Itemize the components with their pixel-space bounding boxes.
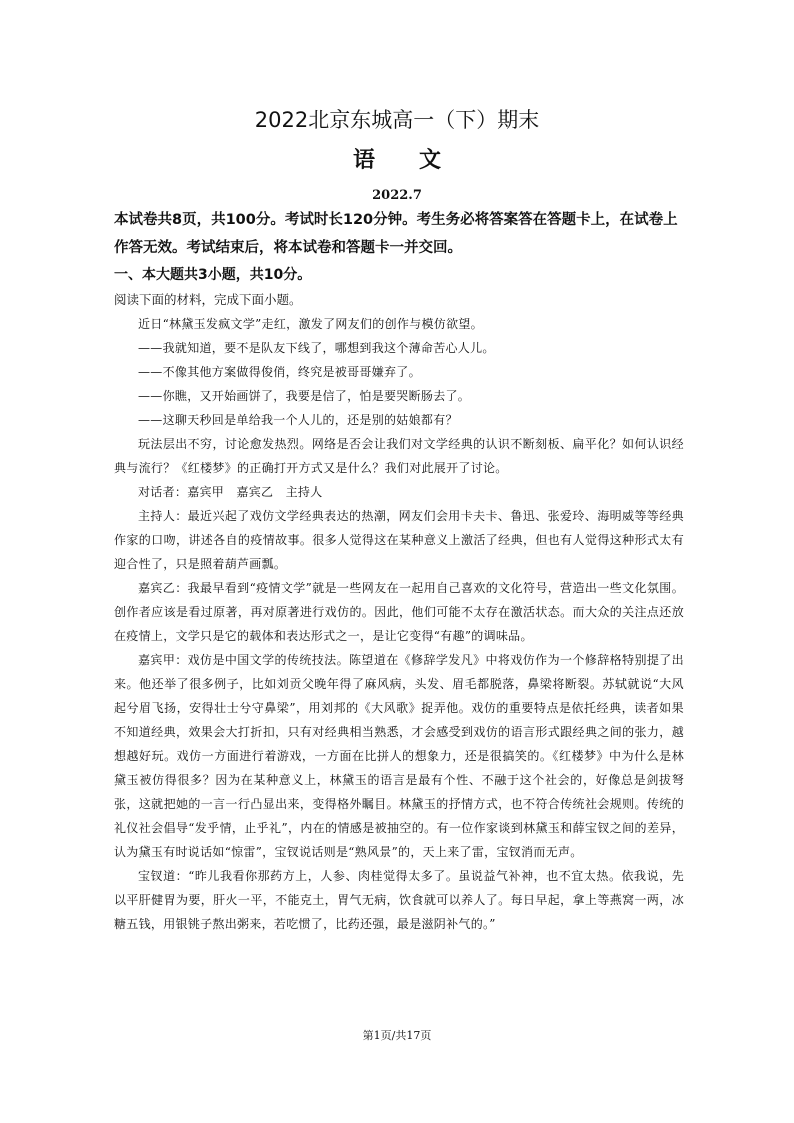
- passage-paragraph: ——这聊天秒回是单给我一个人儿的，还是别的姑娘都有？: [138, 413, 458, 427]
- passage-paragraph: 嘉宾甲：戏仿是中国文学的传统技法。陈望道在《修辞学发凡》中将戏仿作为一个修辞格特别提了出来。他还举了很多例子，比如刘贡父晚年得了麻风病，头发、眉毛都脱落，鼻梁将断裂。苏轼就说“大风起兮眉飞扬，安得壮士兮守鼻梁”，用刘邦的《大风歌》捉弄他。戏仿的重要特点是依托经典，读者如果不知道经典，效果会大打折扣，只有对经典相当熟悉，才会感受到戏仿的语言形式跟经典之间的张力，越想越好玩。戏仿一方面进行着游戏，一方面在比拼人的想象力，还是很搞笑的。《红楼梦》中为什么是林黛玉被仿得很多？因为在某种意义上，林黛玉的语言是最有个性、不融于这个社会的，好像总是剑拔弩张，这就把她的一言一行凸显出来，变得格外瞩目。林黛玉的抒情方式，也不符合传统社会规则。传统的礼仪社会倡导“发乎情，止乎礼”，内在的情感是被抽空的。有一位作家谈到林黛玉和薛宝钗之间的差异，认为黛玉有时说话如“惊雷”，宝钗说话则是“熟风景”的，天上来了雷，宝钗消而无声。: [114, 653, 684, 859]
- subject-title: 语 文: [352, 148, 441, 173]
- reading-prompt: 阅读下面的材料，完成下面小题。: [114, 292, 302, 307]
- passage-paragraph: 玩法层出不穷，讨论愈发热烈。网络是否会让我们对文学经典的认识不断刻板、扁平化？如何认识经典与流行？《红楼梦》的正确打开方式又是什么？我们对此展开了讨论。: [114, 437, 684, 475]
- section-heading: 一、本大题共3小题，共10分。: [114, 267, 312, 283]
- passage-paragraph: 主持人：最近兴起了戏仿文学经典表达的热潮，网友们会用卡夫卡、鲁迅、张爱玲、海明威等等经典作家的口吻，讲述各自的疫情故事。很多人觉得这在某种意义上激活了经典，但也有人觉得这种形式太有迎合性了，只是照着葫芦画瓢。: [114, 509, 684, 571]
- passage-paragraph: 近日“林黛玉发疯文学”走红，激发了网友们的创作与模仿欲望。: [138, 317, 483, 331]
- passage-paragraph: 嘉宾乙：我最早看到“疫情文学”就是一些网友在一起用自己喜欢的文化符号，营造出一些文化氛围。创作者应该是看过原著，再对原著进行戏仿的。因此，他们可能不太存在激活状态。而大众的关注点还放在疫情上，文学只是它的载体和表达形式之一，是让它变得“有趣”的调味品。: [114, 581, 684, 643]
- passage-paragraph: 对话者：嘉宾甲 嘉宾乙 主持人: [138, 485, 323, 499]
- exam-content: [114, 206, 684, 936]
- passage-paragraph: 宝钗道：“昨儿我看你那药方上，人参、肉桂觉得太多了。虽说益气补神，也不宜太热。依我说，先以平肝健胃为要，肝火一平，不能克土，胃气无病，饮食就可以养人了。每日早起，拿上等燕窝一两，冰糖五钱，用银铫子熬出粥来，若吃惯了，比药还强，最是滋阴补气的。”: [114, 869, 684, 931]
- exam-date: 2022.7: [372, 188, 422, 203]
- exam-instructions: 本试卷共8页，共100分。考试时长120分钟。考生务必将答案答在答题卡上，在试卷上作答无效。考试结束后，将本试卷和答题卡一并交回。: [114, 212, 678, 256]
- exam-title: 2022北京东城高一（下）期末: [254, 108, 540, 132]
- passage-paragraph: ——我就知道，要不是队友下线了，哪想到我这个薄命苦心人儿。: [138, 341, 495, 355]
- page-number: 第1页/共17页: [362, 1029, 432, 1042]
- passage-paragraph: ——你瞧，又开始画饼了，我要是信了，怕是要哭断肠去了。: [138, 389, 471, 403]
- passage-paragraph: ——不像其他方案做得俊俏，终究是被哥哥嫌弃了。: [138, 365, 421, 379]
